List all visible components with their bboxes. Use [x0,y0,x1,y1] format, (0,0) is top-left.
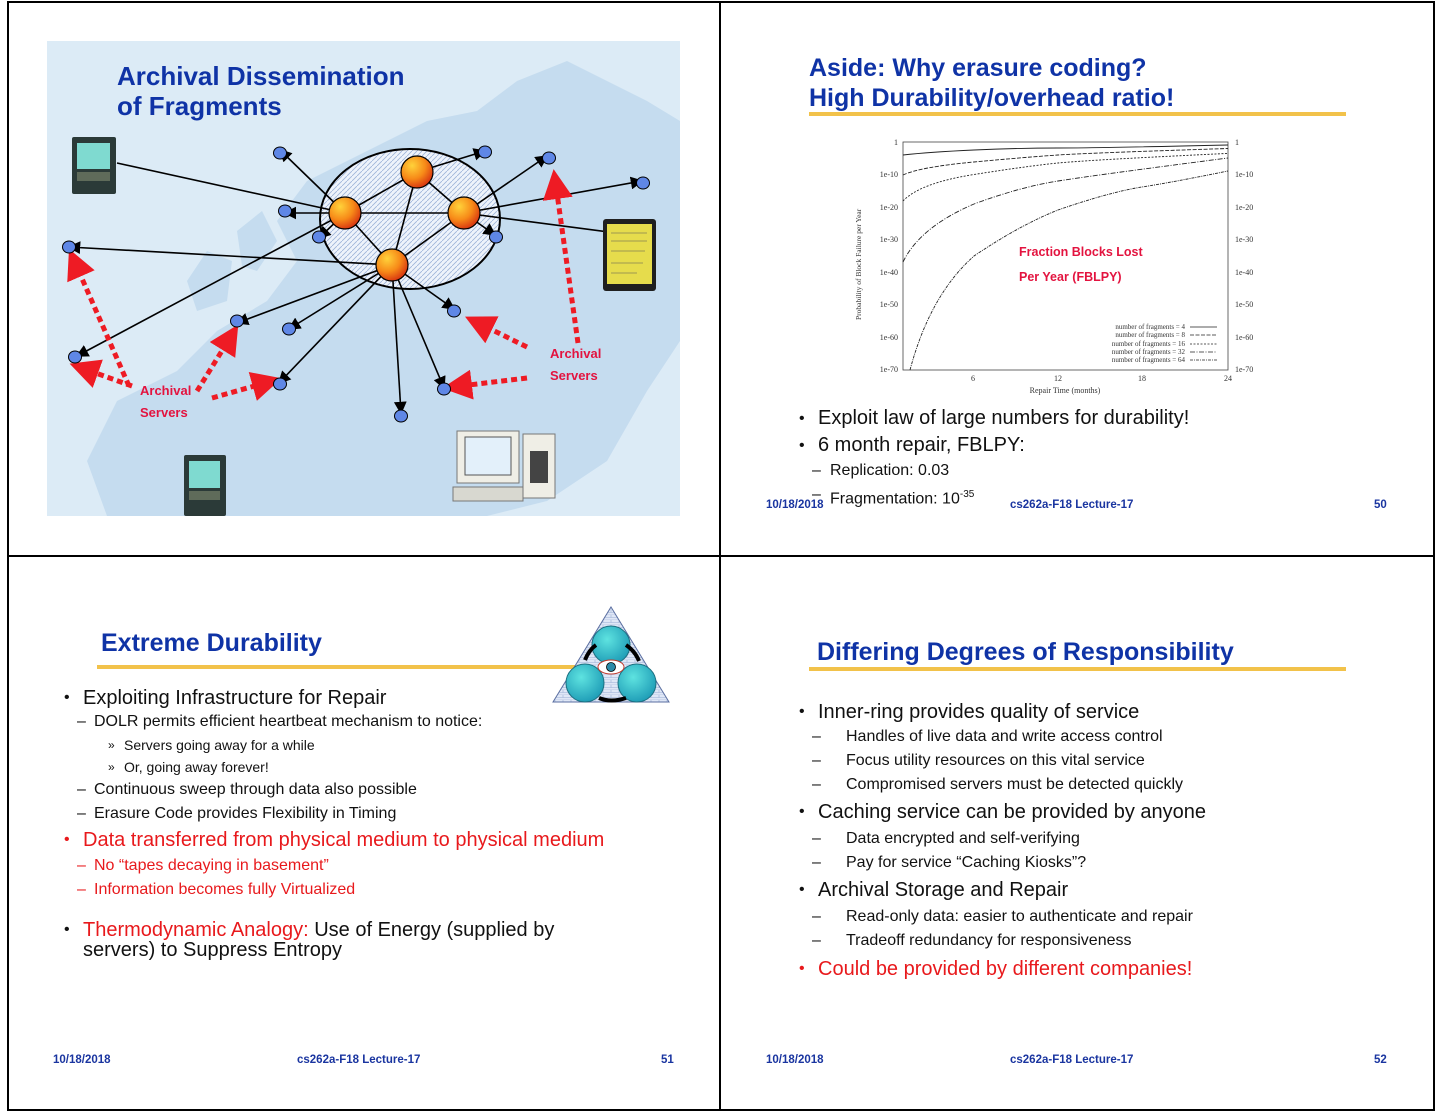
footer-page-number: 50 [1374,499,1387,511]
sub-bullet: – Read-only data: easier to authenticate and repair [799,905,1399,929]
slide-52-bullets [799,699,1399,985]
footer-date: 10/18/2018 [766,1054,824,1066]
sub-bullet: – Information becomes fully Virtualized [64,878,684,902]
bullet-text: Fragmentation: 10 [830,490,960,508]
footer-course: cs262a-F18 Lecture-17 [1010,1054,1134,1066]
footer-course: cs262a-F18 Lecture-17 [297,1054,421,1066]
sub-bullet: – Compromised servers must be detected quickly [799,773,1399,797]
svg-text:1e-10: 1e-10 [1235,170,1254,179]
inner-ring-node-icon [448,197,480,229]
sub-bullet: – Focus utility resources on this vital service [799,749,1399,773]
svg-text:18: 18 [1138,374,1146,383]
bullet: • Inner-ring provides quality of service [799,699,1399,725]
svg-text:1e-70: 1e-70 [879,365,898,374]
footer-course: cs262a-F18 Lecture-17 [1010,499,1134,511]
bullet: • Data transferred from physical medium to physical medium [64,826,684,854]
archival-servers-label-right [550,343,601,387]
footer-page-number: 51 [661,1054,674,1066]
title-underline [809,667,1346,671]
title-underline [809,112,1346,116]
legend-4: number of fragments = 4 [1115,323,1185,331]
chart-annotation-line-2: Per Year (FBLPY) [1019,270,1122,284]
sub-bullet: – No “tapes decaying in basement” [64,854,684,878]
label-line: Archival [140,383,192,398]
slide-49-map-diagram [47,41,680,516]
bullet-text: Use of Energy (supplied by servers) to Suppress Entropy [83,919,555,961]
svg-text:1e-30: 1e-30 [1235,235,1254,244]
label-line: Archival [550,346,602,361]
label-line: Servers [140,405,188,420]
slide-50-title [809,53,1174,113]
footer-page-number: 52 [1374,1054,1387,1066]
sub-bullet: – DOLR permits efficient heartbeat mechanism to notice: [64,710,684,734]
sub-sub-bullet: » Or, going away forever! [64,756,684,778]
svg-text:1e-20: 1e-20 [1235,203,1254,212]
svg-text:Probability of Block Failure p: Probability of Block Failure per Year [854,208,863,320]
bullet: • Caching service can be provided by anyone [799,797,1399,827]
sub-bullet: – Tradeoff redundancy for responsiveness [799,929,1399,953]
svg-text:number of fragments = 64: number of fragments = 64 [1111,356,1185,364]
sub-sub-bullet: » Servers going away for a while [64,734,684,756]
tablet-device-icon [603,219,656,291]
sub-bullet: – Handles of live data and write access control [799,725,1399,749]
svg-text:1e-50: 1e-50 [879,300,898,309]
svg-text:24: 24 [1224,374,1232,383]
line-chart-icon [850,135,1270,400]
exponent: -35 [959,489,975,500]
footer-date: 10/18/2018 [53,1054,111,1066]
inner-ring-node-icon [376,249,408,281]
slide-52-title: Differing Degrees of Responsibility [817,638,1234,666]
svg-text:1: 1 [1235,138,1239,147]
svg-text:1e-50: 1e-50 [1235,300,1254,309]
title-line-2: of Fragments [117,91,282,121]
title-underline [97,665,587,669]
bullet: • Exploiting Infrastructure for Repair [64,686,684,710]
svg-text:1e-10: 1e-10 [879,170,898,179]
title-line-1: Aside: Why erasure coding? [809,54,1147,82]
svg-text:1e-60: 1e-60 [1235,333,1254,342]
bullet-text-red: Thermodynamic Analogy: [83,919,309,941]
bullet: • Archival Storage and Repair [799,875,1399,905]
svg-text:number of fragments = 32: number of fragments = 32 [1111,348,1185,356]
title-line-1: Archival Dissemination [117,61,405,91]
sub-bullet: – Continuous sweep through data also possible [64,778,684,802]
inner-ring-node-icon [329,197,361,229]
fblpy-chart [850,135,1270,400]
svg-text:1e-70: 1e-70 [1235,365,1254,374]
bullet: • 6 month repair, FBLPY: [799,432,1359,459]
svg-text:1e-40: 1e-40 [1235,268,1254,277]
svg-text:1e-30: 1e-30 [879,235,898,244]
bullet: • Exploit law of large numbers for durability! [799,405,1359,432]
sub-bullet: – Data encrypted and self-verifying [799,827,1399,851]
svg-text:1e-60: 1e-60 [879,333,898,342]
slide-50-bullets [799,405,1359,511]
archival-servers-label-left [140,380,191,424]
slide-49-title [117,61,405,121]
svg-text:12: 12 [1054,374,1062,383]
pda-device-icon [72,137,116,194]
bullet [64,920,613,960]
sub-bullet: – Pay for service “Caching Kiosks”? [799,851,1399,875]
svg-text:number of fragments = 8: number of fragments = 8 [1115,331,1185,339]
sub-bullet: – Replication: 0.03 [799,459,1359,483]
svg-text:1e-40: 1e-40 [879,268,898,277]
inner-ring-node-icon [401,156,433,188]
slide-51-bullets [64,686,684,960]
slide-divider-horizontal [7,555,1435,557]
svg-text:number of fragments = 16: number of fragments = 16 [1111,340,1185,348]
svg-text:Repair Time (months): Repair Time (months) [1029,386,1101,395]
slide-51-title: Extreme Durability [101,629,322,657]
svg-text:1: 1 [894,138,898,147]
footer-date: 10/18/2018 [766,499,824,511]
bullet: • Could be provided by different companies! [799,953,1399,985]
chart-annotation-line-1: Fraction Blocks Lost [1019,245,1143,259]
sub-bullet: – Erasure Code provides Flexibility in Timing [64,802,684,826]
svg-text:1e-20: 1e-20 [879,203,898,212]
title-line-2: High Durability/overhead ratio! [809,84,1175,112]
pda-device-icon [184,455,226,516]
desktop-computer-icon [453,431,555,501]
label-line: Servers [550,368,598,383]
svg-text:6: 6 [971,374,975,383]
